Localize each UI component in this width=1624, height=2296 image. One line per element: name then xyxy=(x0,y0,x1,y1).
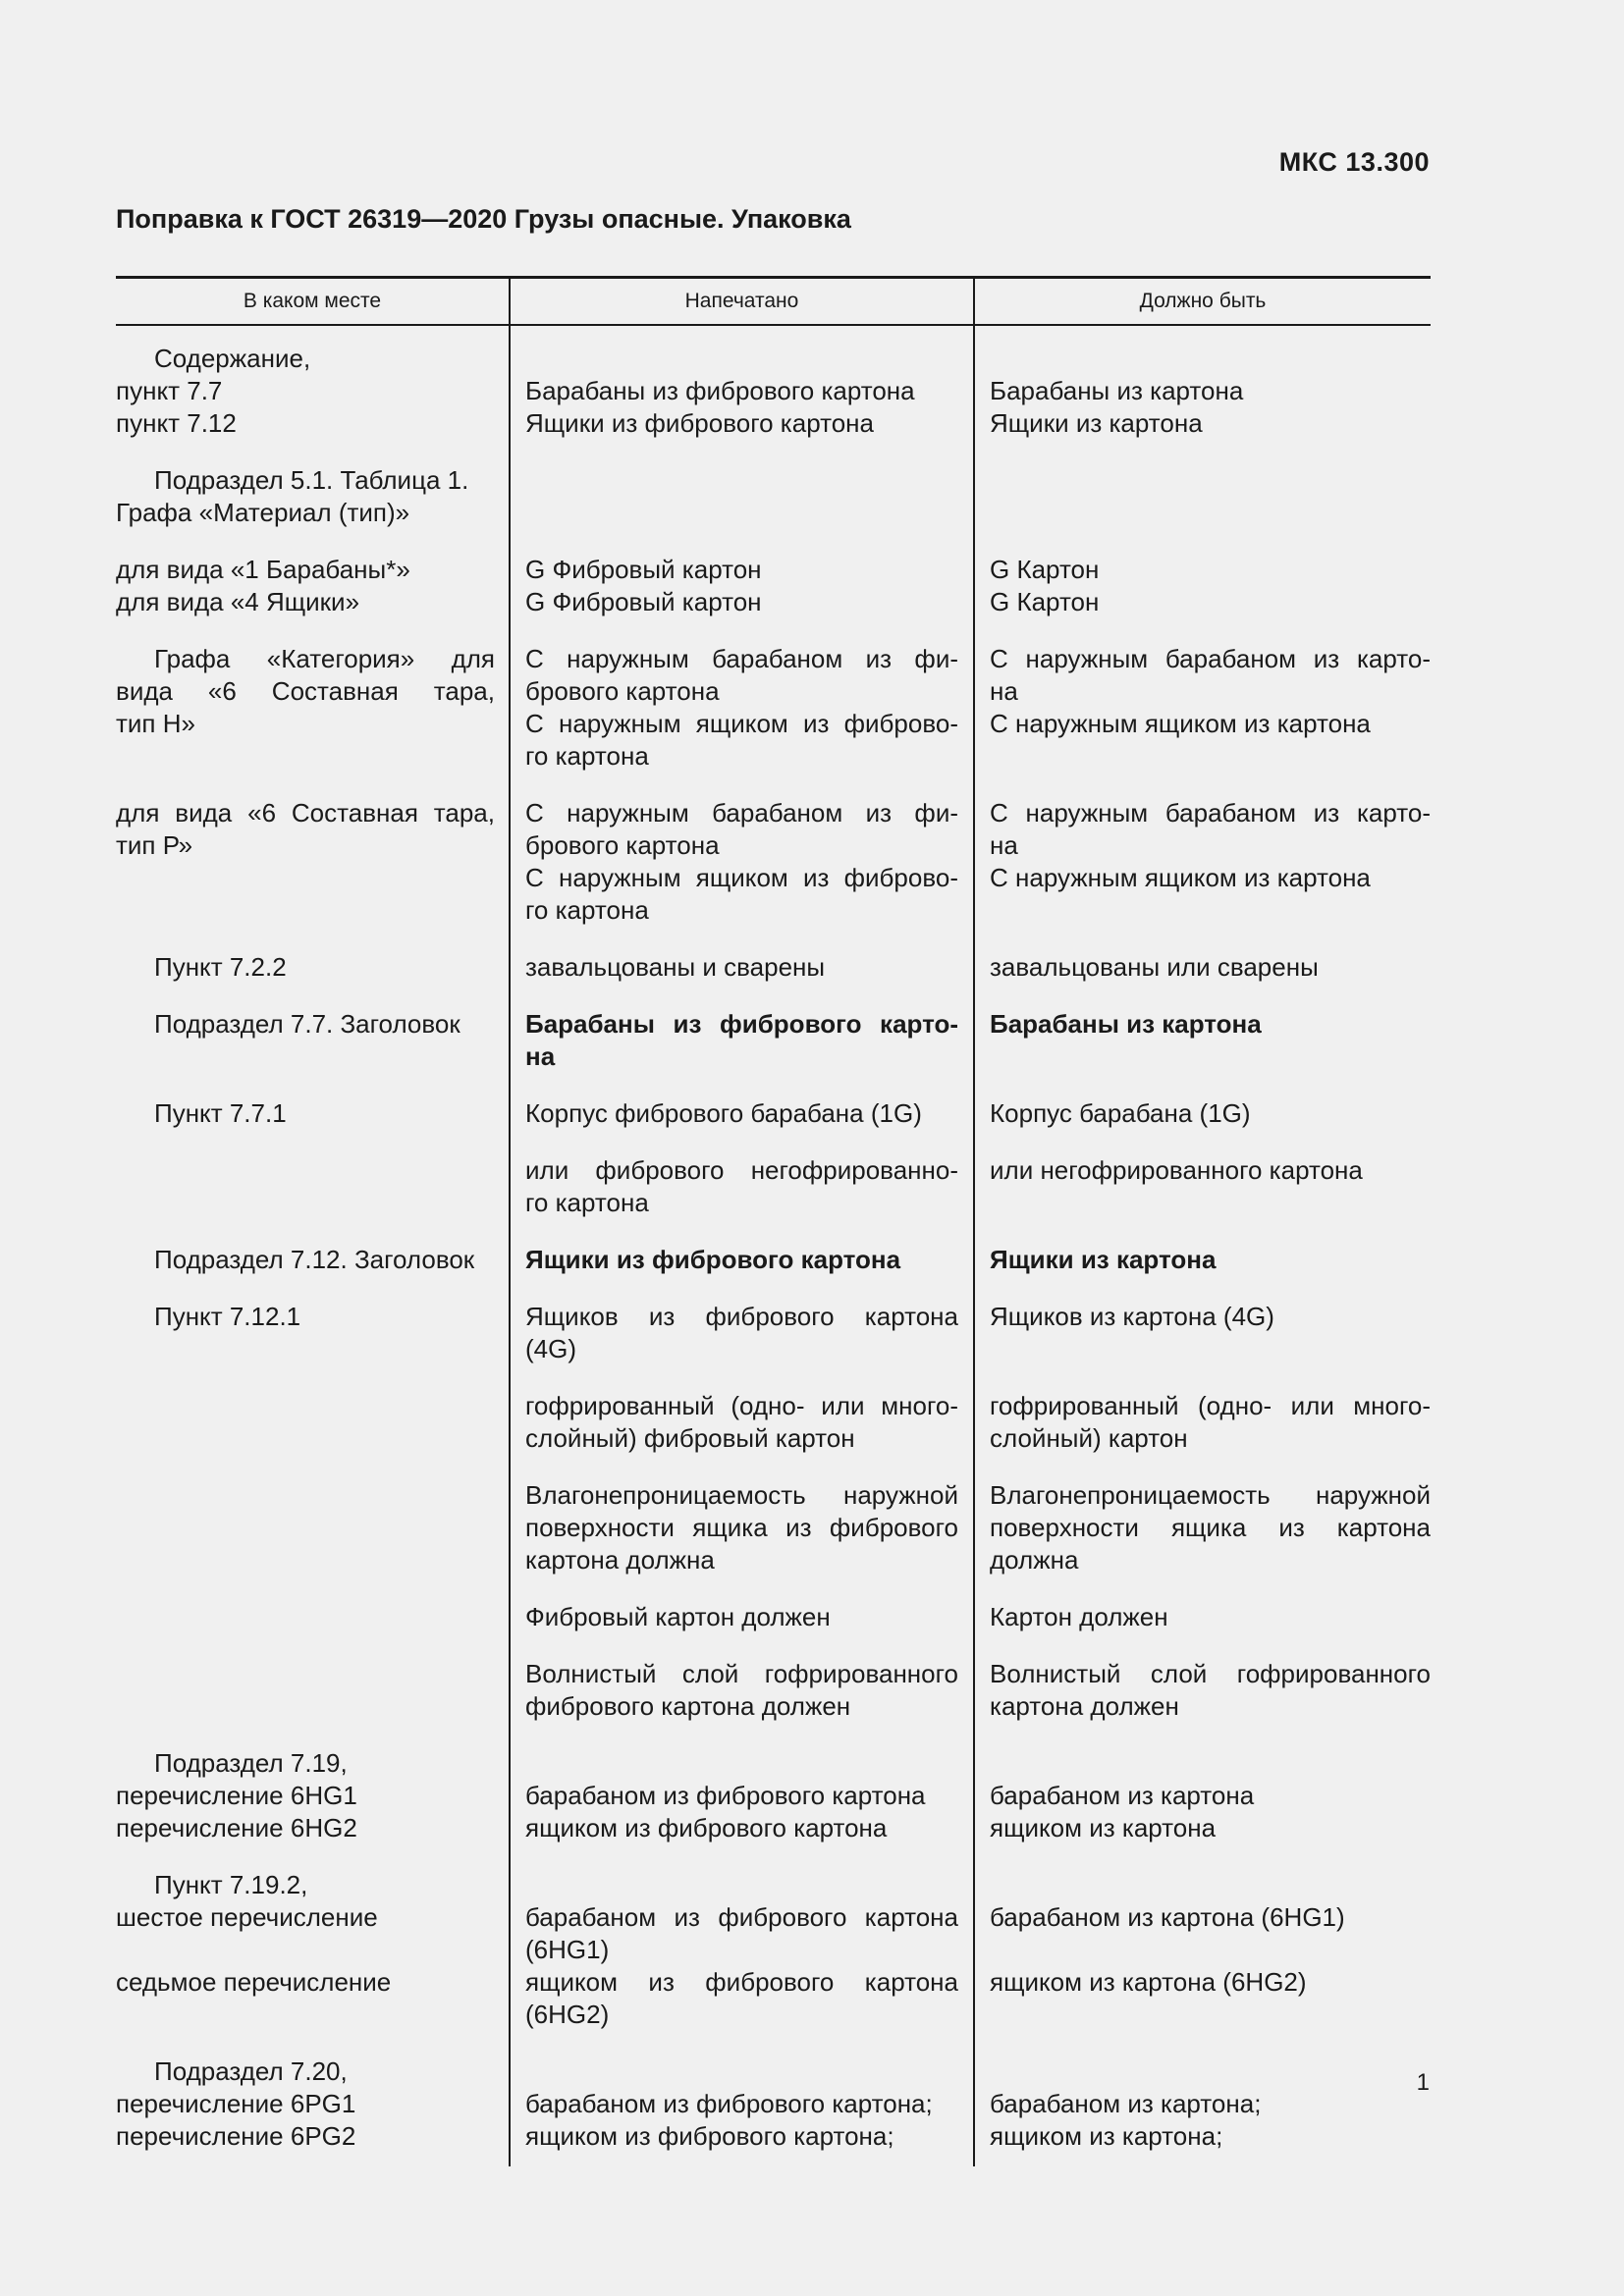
cell-line: G Картон xyxy=(990,587,1100,616)
cell-line xyxy=(990,1934,1431,1966)
cell-should-be xyxy=(974,1641,1431,1731)
cell-line: Ящики из фибрового картона xyxy=(525,408,874,438)
cell-line: Графа «Категория» для xyxy=(154,644,495,673)
cell-line: барабаном из картона; xyxy=(990,2089,1262,2118)
cell-line: перечисление 6PG2 xyxy=(116,2121,356,2151)
cell-line: (4G) xyxy=(525,1334,576,1363)
cell-line: Подраздел 7.7. Заголовок xyxy=(154,1009,460,1039)
cell-printed xyxy=(510,1373,974,1463)
cell-line: Волнистый слой гофрированного xyxy=(525,1659,958,1688)
cell-printed xyxy=(510,780,974,934)
cell-printed xyxy=(510,325,974,448)
cell-line: гофрированный (одно- или много- xyxy=(990,1391,1431,1420)
cell-line: С наружным барабаном из карто- xyxy=(990,644,1431,673)
cell-line: перечисление 6PG1 xyxy=(116,2089,356,2118)
table-row xyxy=(116,2039,1431,2166)
cell-line: (6HG1) xyxy=(525,1935,610,1964)
cell-line: слойный) фибровый картон xyxy=(525,1423,855,1453)
cell-place xyxy=(116,1138,510,1227)
cell-line: G Фибровый картон xyxy=(525,587,762,616)
cell-should-be xyxy=(974,448,1431,537)
cell-line: го картона xyxy=(525,895,649,925)
table-row xyxy=(116,780,1431,934)
cell-printed xyxy=(510,1852,974,2039)
cell-line: фибрового картона должен xyxy=(525,1691,851,1721)
cell-line: барабаном из картона xyxy=(990,1781,1255,1810)
cell-line: вида «6 Составная тара, xyxy=(116,676,495,706)
cell-line: на xyxy=(525,1041,556,1071)
cell-line: ящиком из картона; xyxy=(990,2121,1223,2151)
cell-line: картона должен xyxy=(990,1691,1179,1721)
cell-line: должна xyxy=(990,1545,1079,1575)
table-row xyxy=(116,626,1431,780)
cell-line xyxy=(990,2056,1431,2088)
corrections-table xyxy=(116,276,1431,2166)
cell-place xyxy=(116,1227,510,1284)
cell-line: го картона xyxy=(525,741,649,771)
cell-line: завальцованы или сварены xyxy=(990,952,1319,982)
cell-place xyxy=(116,1284,510,1373)
table-row xyxy=(116,1284,1431,1373)
cell-line: Подраздел 7.12. Заголовок xyxy=(154,1245,475,1274)
cell-line: Ящиков из картона (4G) xyxy=(990,1302,1274,1331)
cell-line: тип Р» xyxy=(116,830,193,860)
cell-line: барабаном из фибрового картона xyxy=(525,1781,926,1810)
cell-should-be xyxy=(974,1081,1431,1138)
cell-line: брового картона xyxy=(525,830,720,860)
cell-line: пункт 7.7 xyxy=(116,376,223,405)
table-row xyxy=(116,537,1431,626)
cell-line xyxy=(990,1869,1431,1901)
cell-line: С наружным ящиком из фиброво- xyxy=(525,863,958,892)
cell-printed xyxy=(510,1584,974,1641)
cell-place xyxy=(116,780,510,934)
cell-line: тип Н» xyxy=(116,709,195,738)
cell-line: Подраздел 5.1. Таблица 1. xyxy=(154,465,469,495)
cell-printed xyxy=(510,934,974,991)
table-row xyxy=(116,1081,1431,1138)
cell-place xyxy=(116,1731,510,1852)
page-title: Поправка к ГОСТ 26319—2020 Грузы опасные. Упаковка xyxy=(116,204,851,234)
cell-printed xyxy=(510,1227,974,1284)
cell-line: ящиком из картона xyxy=(990,1813,1217,1842)
cell-line: Подраздел 7.19, xyxy=(154,1748,348,1778)
cell-place xyxy=(116,626,510,780)
cell-line: ящиком из фибрового картона; xyxy=(525,2121,894,2151)
cell-line: ящиком из картона (6HG2) xyxy=(990,1967,1307,1997)
cell-should-be xyxy=(974,537,1431,626)
cell-line xyxy=(525,1747,958,1780)
cell-should-be xyxy=(974,325,1431,448)
cell-should-be xyxy=(974,991,1431,1081)
cell-line: завальцованы и сварены xyxy=(525,952,826,982)
cell-printed xyxy=(510,1463,974,1584)
cell-line: Ящики из картона xyxy=(990,1245,1217,1274)
cell-line xyxy=(990,1747,1431,1780)
cell-line xyxy=(525,343,958,375)
cell-printed xyxy=(510,1284,974,1373)
cell-place xyxy=(116,537,510,626)
cell-line: Барабаны из картона xyxy=(990,376,1244,405)
cell-place xyxy=(116,1852,510,2039)
cell-line xyxy=(525,1869,958,1901)
cell-line: G Картон xyxy=(990,555,1100,584)
table-row xyxy=(116,325,1431,448)
cell-line: барабаном из картона (6HG1) xyxy=(990,1902,1345,1932)
cell-line: С наружным ящиком из картона xyxy=(990,709,1371,738)
cell-should-be xyxy=(974,1731,1431,1852)
cell-line: перечисление 6HG1 xyxy=(116,1781,357,1810)
table-row xyxy=(116,1731,1431,1852)
cell-place xyxy=(116,1584,510,1641)
cell-line: Ящики из картона xyxy=(990,408,1203,438)
cell-line: С наружным барабаном из карто- xyxy=(990,798,1431,828)
cell-should-be xyxy=(974,780,1431,934)
cell-line: поверхности ящика из фибрового xyxy=(525,1513,958,1542)
column-header-place: В каком месте xyxy=(116,278,510,326)
cell-line xyxy=(990,343,1431,375)
cell-line: шестое перечисление xyxy=(116,1902,378,1932)
table-header xyxy=(116,278,1431,326)
table-row xyxy=(116,1373,1431,1463)
cell-line: ящиком из фибрового картона xyxy=(525,1813,888,1842)
cell-should-be xyxy=(974,1852,1431,2039)
cell-line: седьмое перечисление xyxy=(116,1967,392,1997)
cell-place xyxy=(116,991,510,1081)
cell-line: для вида «4 Ящики» xyxy=(116,587,360,616)
column-header-should-be: Должно быть xyxy=(974,278,1431,326)
cell-line: Барабаны из фибрового карто- xyxy=(525,1009,958,1039)
cell-should-be xyxy=(974,934,1431,991)
table-row xyxy=(116,1584,1431,1641)
cell-place xyxy=(116,1641,510,1731)
cell-line: Ящики из фибрового картона xyxy=(525,1245,901,1274)
table-row xyxy=(116,448,1431,537)
cell-printed xyxy=(510,537,974,626)
cell-printed xyxy=(510,626,974,780)
cell-place xyxy=(116,2039,510,2166)
cell-line: Картон должен xyxy=(990,1602,1168,1631)
cell-line: С наружным барабаном из фи- xyxy=(525,798,958,828)
cell-printed xyxy=(510,448,974,537)
cell-printed xyxy=(510,1731,974,1852)
cell-should-be xyxy=(974,1584,1431,1641)
cell-line: Фибровый картон должен xyxy=(525,1602,831,1631)
cell-line: Влагонепроницаемость наружной xyxy=(525,1480,958,1510)
page-number: 1 xyxy=(1416,2069,1430,2096)
cell-line: на xyxy=(990,830,1018,860)
table-row xyxy=(116,1138,1431,1227)
cell-line: Волнистый слой гофрированного xyxy=(990,1659,1431,1688)
cell-line: на xyxy=(990,676,1018,706)
cell-line: Корпус барабана (1G) xyxy=(990,1098,1251,1128)
cell-line: Пункт 7.7.1 xyxy=(154,1098,287,1128)
column-header-printed: Напечатано xyxy=(510,278,974,326)
cell-printed xyxy=(510,1641,974,1731)
table-row xyxy=(116,1463,1431,1584)
cell-place xyxy=(116,448,510,537)
classification-code: МКС 13.300 xyxy=(1278,147,1430,177)
cell-line: или негофрированного картона xyxy=(990,1155,1363,1185)
cell-line: С наружным ящиком из картона xyxy=(990,863,1371,892)
cell-line: Пункт 7.19.2, xyxy=(154,1870,308,1899)
cell-line: ящиком из фибрового картона xyxy=(525,1967,958,1997)
cell-line: G Фибровый картон xyxy=(525,555,762,584)
cell-place xyxy=(116,1463,510,1584)
cell-line: картона должна xyxy=(525,1545,715,1575)
table-row xyxy=(116,1852,1431,2039)
cell-should-be xyxy=(974,626,1431,780)
cell-place xyxy=(116,1373,510,1463)
cell-line: для вида «1 Барабаны*» xyxy=(116,555,410,584)
cell-should-be xyxy=(974,1373,1431,1463)
cell-should-be xyxy=(974,1227,1431,1284)
cell-line: слойный) картон xyxy=(990,1423,1188,1453)
cell-line: го картона xyxy=(525,1188,649,1217)
cell-line: Содержание, xyxy=(154,344,311,373)
cell-should-be xyxy=(974,1138,1431,1227)
cell-line: Пункт 7.2.2 xyxy=(154,952,287,982)
cell-line xyxy=(116,1934,495,1966)
cell-place xyxy=(116,934,510,991)
cell-line: Пункт 7.12.1 xyxy=(154,1302,301,1331)
cell-line: Графа «Материал (тип)» xyxy=(116,498,410,527)
table-row xyxy=(116,1641,1431,1731)
table-row xyxy=(116,1227,1431,1284)
cell-place xyxy=(116,1081,510,1138)
cell-line: (6HG2) xyxy=(525,2000,610,2029)
cell-line: Влагонепроницаемость наружной xyxy=(990,1480,1431,1510)
cell-line: Ящиков из фибрового картона xyxy=(525,1302,958,1331)
cell-line: брового картона xyxy=(525,676,720,706)
cell-line xyxy=(525,2056,958,2088)
cell-line: для вида «6 Составная тара, xyxy=(116,798,495,828)
table-body xyxy=(116,325,1431,2166)
cell-line: пункт 7.12 xyxy=(116,408,237,438)
cell-should-be xyxy=(974,2039,1431,2166)
cell-printed xyxy=(510,991,974,1081)
cell-printed xyxy=(510,1138,974,1227)
cell-line: Корпус фибрового барабана (1G) xyxy=(525,1098,922,1128)
cell-line: поверхности ящика из картона xyxy=(990,1513,1431,1542)
cell-line: или фибрового негофрированно- xyxy=(525,1155,958,1185)
cell-should-be xyxy=(974,1284,1431,1373)
cell-should-be xyxy=(974,1463,1431,1584)
cell-line: Подраздел 7.20, xyxy=(154,2056,348,2086)
cell-line: гофрированный (одно- или много- xyxy=(525,1391,958,1420)
cell-line: перечисление 6HG2 xyxy=(116,1813,357,1842)
cell-line: Барабаны из фибрового картона xyxy=(525,376,915,405)
cell-line: С наружным ящиком из фиброво- xyxy=(525,709,958,738)
table-row xyxy=(116,991,1431,1081)
cell-line: барабаном из фибрового картона xyxy=(525,1902,958,1932)
cell-place xyxy=(116,325,510,448)
cell-line: Барабаны из картона xyxy=(990,1009,1262,1039)
cell-printed xyxy=(510,1081,974,1138)
cell-line: С наружным барабаном из фи- xyxy=(525,644,958,673)
cell-line: барабаном из фибрового картона; xyxy=(525,2089,933,2118)
table-row xyxy=(116,934,1431,991)
cell-printed xyxy=(510,2039,974,2166)
